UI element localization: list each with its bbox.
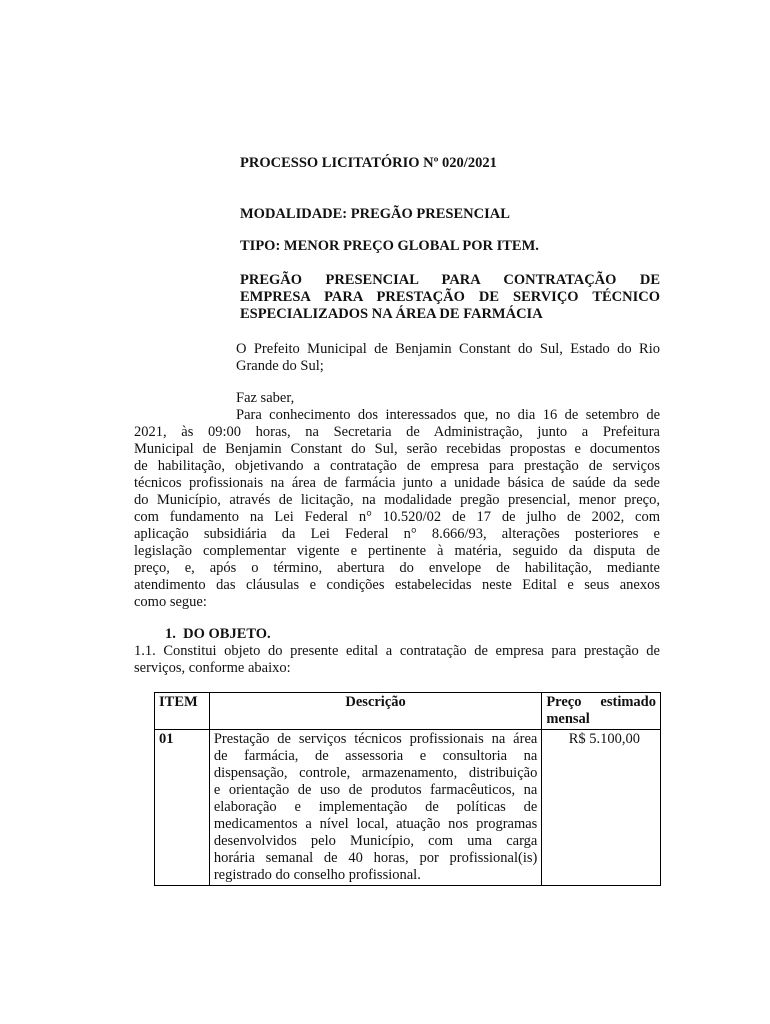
item-number: 01 — [155, 730, 210, 886]
item-description — [209, 730, 541, 886]
objeto-line: ESPECIALIZADOS NA ÁREA DE FARMÁCIA — [240, 306, 543, 322]
header-descricao: Descrição — [209, 693, 541, 730]
processo-title: PROCESSO LICITATÓRIO Nº 020/2021 — [240, 155, 497, 171]
intro-line: Grande do Sul; — [236, 358, 324, 374]
objeto-line: PREGÃO PRESENCIAL PARA CONTRATAÇÃO DE — [240, 272, 660, 288]
body-line: do Município, através de licitação, na modalidade pregão presencial, menor preço, — [134, 492, 660, 508]
body-line: Municipal de Benjamin Constant do Sul, serão recebidas propostas e documentos — [134, 441, 660, 457]
body-line: técnicos profissionais na área de farmácia junto a unidade básica de saúde da sede — [134, 475, 660, 491]
header-preco — [542, 693, 661, 730]
body-line: preço, e, após o término, abertura do envelope de habilitação, mediante — [134, 560, 660, 576]
description-line: medicamentos a nível local, atuação nos programas — [213, 816, 538, 832]
body-line: aplicação subsidiária da Lei Federal n° 8.666/93, alterações posteriores e — [134, 526, 660, 542]
modalidade-line: MODALIDADE: PREGÃO PRESENCIAL — [240, 206, 510, 222]
table-header-row — [155, 693, 661, 730]
body-line: de habilitação, objetivando a contratação de empresa para prestação de serviços — [134, 458, 660, 474]
description-line: registrado do conselho profissional. — [213, 867, 421, 883]
body-line: 2021, às 09:00 horas, na Secretaria de Administração, junto a Prefeitura — [134, 424, 660, 440]
section1-line: 1.1. Constitui objeto do presente edital a contratação de empresa para prestação de — [134, 643, 660, 659]
body-line: com fundamento na Lei Federal n° 10.520/02 de 17 de julho de 2002, com — [134, 509, 660, 525]
body-line: Para conhecimento dos interessados que, no dia 16 de setembro de — [236, 407, 660, 423]
faz-saber: Faz saber, — [236, 390, 295, 406]
intro-line: O Prefeito Municipal de Benjamin Constant do Sul, Estado do Rio — [236, 341, 660, 357]
tipo-line: TIPO: MENOR PREÇO GLOBAL POR ITEM. — [240, 238, 539, 254]
body-line: atendimento das cláusulas e condições estabelecidas neste Edital e seus anexos — [134, 577, 660, 593]
description-line: de farmácia, de assessoria e consultoria na — [213, 748, 538, 764]
section-heading-objeto: 1. DO OBJETO. — [165, 626, 271, 642]
description-line: e orientação de uso de produtos farmacêuticos, na — [213, 782, 538, 798]
intro-paragraph — [236, 341, 660, 375]
objeto-heading — [240, 272, 660, 323]
description-line: desenvolvidos pelo Município, com uma carga — [213, 833, 538, 849]
body-paragraph — [134, 407, 660, 611]
description-line: horária semanal de 40 horas, por profissional(is) — [213, 850, 538, 866]
description-line: dispensação, controle, armazenamento, distribuição — [213, 765, 538, 781]
description-line: elaboração e implementação de políticas de — [213, 799, 538, 815]
items-table — [154, 692, 661, 886]
section1-paragraph — [134, 643, 660, 677]
header-item: ITEM — [155, 693, 210, 730]
body-line: legislação complementar vigente e pertinente à matéria, seguido da disputa de — [134, 543, 660, 559]
item-price: R$ 5.100,00 — [542, 730, 661, 886]
section1-line: serviços, conforme abaixo: — [134, 660, 291, 676]
description-line: Prestação de serviços técnicos profissionais na área — [213, 731, 538, 747]
header-preco-line: mensal — [546, 711, 590, 727]
table-row — [155, 730, 661, 886]
header-preco-line: Preço estimado — [546, 694, 656, 710]
body-line: como segue: — [134, 594, 207, 610]
objeto-line: EMPRESA PARA PRESTAÇÃO DE SERVIÇO TÉCNICO — [240, 289, 660, 305]
